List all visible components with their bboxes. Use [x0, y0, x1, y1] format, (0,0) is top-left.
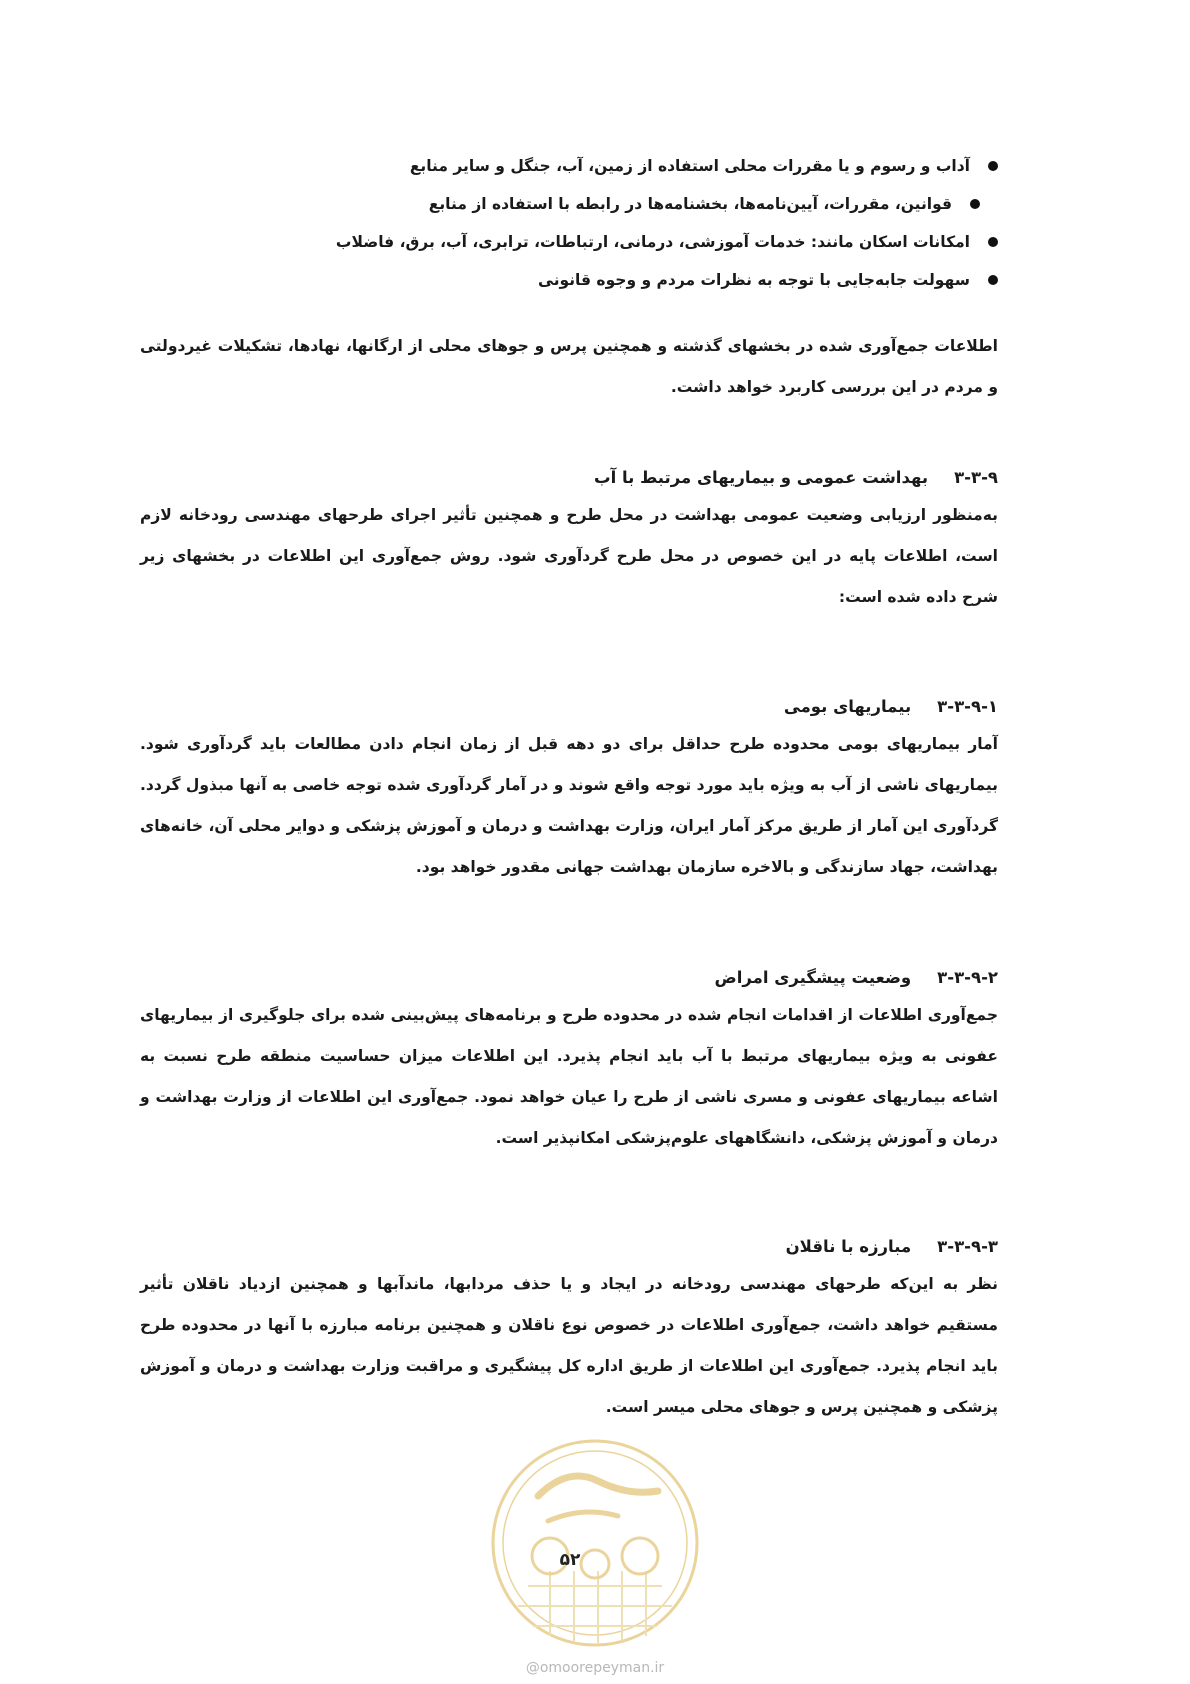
bullet-item [238, 147, 998, 185]
section-heading [140, 463, 998, 493]
section-heading [140, 692, 998, 722]
section-body: آمار بیماریهای بومی محدوده طرح حداقل برای دو دهه قبل از زمان انجام دادن مطالعات باید گردآوری شود. بیماریهای ناشی از آب به ویژه باید مورد توجه واقع شوند و در آمار گردآوری شده توجه خاصی به آنها مبذول گردد. گردآوری این آمار از طریق مرکز آمار ایران، وزارت بهداشت و درمان و آموزش پزشکی و دوایر محلی آن، خانه‌های بهداشت، جهاد سازندگی و بالاخره سازمان بهداشت جهانی مقدور خواهد بود. [140, 735, 998, 876]
intro-block [140, 326, 998, 408]
bullet-text: امکانات اسکان مانند: خدمات آموزشی، درمانی، ارتباطات، ترابری، آب، برق، فاضلاب [335, 233, 970, 251]
bullet-dot-icon [988, 275, 998, 285]
bullet-item [238, 261, 998, 299]
section-heading [140, 1232, 998, 1262]
watermark-logo-icon [488, 1436, 702, 1650]
section-title: وضعیت پیشگیری امراض [714, 968, 912, 987]
bullet-list [238, 147, 998, 299]
section-number: ۳-۳-۹-۲ [937, 968, 998, 987]
section-number: ۳-۳-۹-۱ [937, 697, 998, 716]
section-number: ۳-۳-۹ [954, 468, 998, 487]
bullet-item [238, 185, 980, 223]
section-disease-prevention [140, 963, 998, 1159]
section-title: مبارزه با ناقلان [785, 1237, 912, 1256]
page-number: ۵۲ [559, 1550, 581, 1570]
bullet-dot-icon [988, 161, 998, 171]
bullet-item [238, 223, 998, 261]
section-vector-control [140, 1232, 998, 1428]
intro-paragraph: اطلاعات جمع‌آوری شده در بخشهای گذشته و همچنین پرس و جوهای محلی از ارگانها، نهادها، تشکیلات غیردولتی و مردم در این بررسی کاربرد خواهد داشت. [140, 337, 998, 396]
section-body: جمع‌آوری اطلاعات از اقدامات انجام شده در محدوده طرح و برنامه‌های پیش‌بینی شده برای جلوگیری از بیماریهای عفونی به ویژه بیماریهای مرتبط با آب باید انجام پذیرد. این اطلاعات میزان حساسیت منطقه طرح نسبت به اشاعه بیماریهای عفونی و مسری ناشی از طرح را عیان خواهد نمود. جمع‌آوری این اطلاعات از وزارت بهداشت و درمان و آموزش پزشکی، دانشگاههای علوم‌پزشکی امکانپذیر است. [140, 1006, 998, 1147]
bullet-text: قوانین، مقررات، آیین‌نامه‌ها، بخشنامه‌ها در رابطه با استفاده از منابع [428, 195, 952, 213]
bullet-dot-icon [988, 237, 998, 247]
section-body: نظر به این‌که طرحهای مهندسی رودخانه در ایجاد و یا حذف مردابها، ماندآبها و همچنین ازدیاد ناقلان تأثیر مستقیم خواهد داشت، جمع‌آوری اطلاعات در خصوص نوع ناقلان و همچنین برنامه مبارزه با آنها در محدوده طرح باید انجام پذیرد. جمع‌آوری این اطلاعات از طریق اداره کل پیشگیری و مراقبت وزارت بهداشت و درمان و آموزش پزشکی و همچنین پرس و جوهای محلی میسر است. [140, 1275, 998, 1416]
watermark-url: @omoorepeyman.ir [525, 1660, 665, 1676]
section-title: بهداشت عمومی و بیماریهای مرتبط با آب [594, 468, 929, 487]
section-title: بیماریهای بومی [783, 697, 912, 716]
bullet-text: آداب و رسوم و یا مقررات محلی استفاده از زمین، آب، جنگل و سایر منابع [409, 157, 970, 175]
section-body: به‌منظور ارزیابی وضعیت عمومی بهداشت در محل طرح و همچنین تأثیر اجرای طرحهای مهندسی رودخانه لازم است، اطلاعات پایه در این خصوص در محل طرح گردآوری شود. روش جمع‌آوری این اطلاعات در بخشهای زیر شرح داده شده است: [140, 506, 998, 606]
bullet-dot-icon [970, 199, 980, 209]
section-heading [140, 963, 998, 993]
section-number: ۳-۳-۹-۳ [937, 1237, 998, 1256]
section-health [140, 463, 998, 618]
section-endemic-diseases [140, 692, 998, 888]
bullet-text: سهولت جابه‌جایی با توجه به نظرات مردم و وجوه قانونی [538, 271, 970, 289]
